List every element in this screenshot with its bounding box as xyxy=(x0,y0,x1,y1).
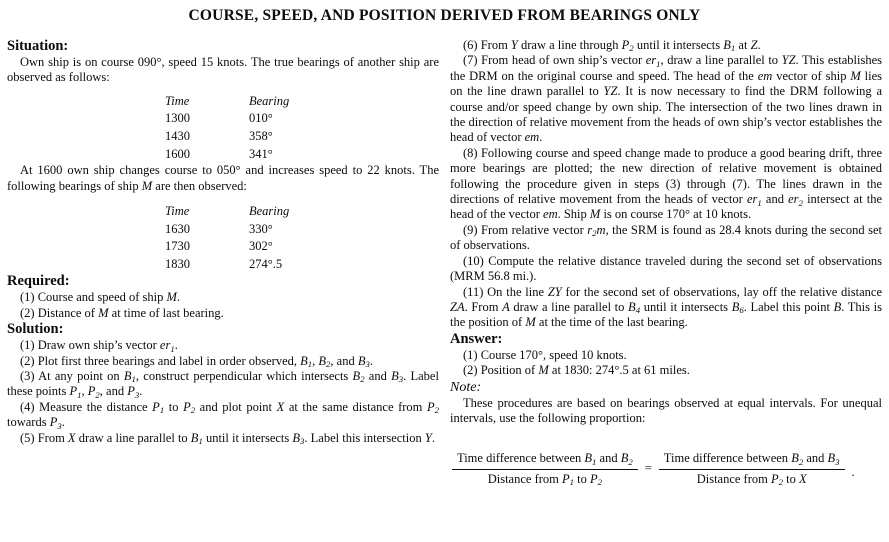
two-column-layout xyxy=(7,38,882,487)
bearing-cell: 302° xyxy=(249,239,273,254)
solution-step-1: (1) Draw own ship’s vector $er_1$. xyxy=(20,338,178,354)
solution-step-10: (10) Compute the relative distance traveled during the second set of observations (MRM 56.8 mi.). xyxy=(450,253,882,284)
time-cell: 1430 xyxy=(165,129,190,143)
situation-heading: Situation: xyxy=(7,38,69,54)
fraction-left-numerator: Time difference between $B_1$ and $B_2$ xyxy=(452,451,638,469)
bearing-table-first xyxy=(165,93,439,163)
answer-item-1: (1) Course 170°, speed 10 knots. xyxy=(463,347,627,362)
equation-period: . xyxy=(851,464,855,479)
solution-step-2: (2) Plot first three bearings and label in order observed, $B_1$, $B_2$, and $B_3$. xyxy=(20,353,373,370)
solution-step-7: (7) From head of own ship’s vector $er_1$, draw a line parallel to YZ. This establishes the DRM on the original course and speed. The head of the em vector of ship M lies on the line drawn parallel to YZ. It is now necessary to find the DRM following a course and/or speed change by own ship. The intersection of the two lines drawn in the direction of relative movement from the heads of own ship’s vector establishes the head of vector em. xyxy=(450,53,882,145)
solution-heading: Solution: xyxy=(7,321,64,338)
solution-step-8: (8) Following course and speed change made to produce a good bearing drift, three more bearings are plotted; the new direction of relative movement is obtained following the procedure given in steps (3) through (7). The lines drawn in the directions of relative movement from the heads of vector $er_1$ and $er_2$ intersect at the head of the vector em. Ship M is on course 170° at 10 knots. xyxy=(450,145,882,222)
right-column xyxy=(450,38,882,487)
situation-intro-paragraph: Own ship is on course 090°, speed 15 knots. The true bearings of another ship are observed as follows: xyxy=(7,55,439,85)
fraction-right-numerator: Time difference between $B_2$ and $B_3$ xyxy=(659,451,845,469)
solution-step-4: (4) Measure the distance $P_1$ to $P_2$ and plot point X at the same distance from $P_2$ towards $P_3$. xyxy=(7,399,439,431)
time-cell: 1600 xyxy=(165,146,190,161)
fraction-right xyxy=(659,451,845,487)
required-heading: Required: xyxy=(7,273,70,290)
bearing-table-second xyxy=(165,203,439,273)
time-cell: 1630 xyxy=(165,221,190,236)
required-item-1: (1) Course and speed of ship M. xyxy=(20,290,181,305)
solution-step-3: (3) At any point on $B_1$, construct perpendicular which intersects $B_2$ and $B_3$. Label these points $P_1$, $P_2$, and $P_3$. xyxy=(7,369,439,400)
table-row xyxy=(165,221,439,239)
bearing-cell: 274°.5 xyxy=(249,256,283,271)
answer-heading: Answer: xyxy=(450,330,503,347)
solution-step-11: (11) On the line ZY for the second set of observations, lay off the relative distance ZA. From A draw a line parallel to $B_4$ until it intersects $B_6$. Label this point B. This is the position of M at the time of the last bearing. xyxy=(450,284,882,330)
time-cell: 1830 xyxy=(165,256,190,271)
time-cell: 1300 xyxy=(165,111,190,126)
bearing-cell: 341° xyxy=(249,146,273,161)
solution-step-9: (9) From relative vector $r_2m$, the SRM is found as 28.4 knots during the second set of observations. xyxy=(450,222,882,253)
fraction-left xyxy=(452,451,638,487)
proportion-equation xyxy=(452,451,882,487)
table-row xyxy=(165,238,439,256)
page-title: COURSE, SPEED, AND POSITION DERIVED FROM BEARINGS ONLY xyxy=(188,7,701,24)
note-heading: Note: xyxy=(450,379,482,395)
equals-sign: = xyxy=(644,460,652,475)
table-header-row xyxy=(165,203,439,221)
table-header-row xyxy=(165,93,439,111)
column-header-time: Time xyxy=(165,204,190,218)
column-header-bearing: Bearing xyxy=(249,204,290,218)
note-body: These procedures are based on bearings observed at equal intervals. For unequal intervals, use the following proportion: xyxy=(450,395,882,425)
time-cell: 1730 xyxy=(165,239,190,254)
answer-item-2: (2) Position of M at 1830: 274°.5 at 61 miles. xyxy=(463,363,690,378)
bearing-cell: 010° xyxy=(249,111,273,126)
column-header-time: Time xyxy=(165,93,190,108)
column-header-bearing: Bearing xyxy=(249,93,290,108)
fraction-left-denominator: Distance from $P_1$ to $P_2$ xyxy=(487,471,603,488)
course-change-paragraph: At 1600 own ship changes course to 050° and increases speed to 22 knots. The following bearings of ship M are then observed: xyxy=(7,163,439,193)
bearing-cell: 358° xyxy=(249,129,273,143)
fraction-right-denominator: Distance from $P_2$ to X xyxy=(696,471,807,488)
table-row xyxy=(165,110,439,128)
solution-step-6: (6) From Y draw a line through $P_2$ until it intersects $B_1$ at Z. xyxy=(463,38,761,54)
required-item-2: (2) Distance of M at time of last bearing. xyxy=(20,305,224,320)
left-column xyxy=(7,38,439,487)
solution-step-5: (5) From X draw a line parallel to $B_1$ until it intersects $B_3$. Label this intersection Y. xyxy=(20,430,435,447)
table-row xyxy=(165,146,439,164)
table-row xyxy=(165,256,439,274)
bearing-cell: 330° xyxy=(249,221,273,236)
table-row xyxy=(165,128,439,146)
